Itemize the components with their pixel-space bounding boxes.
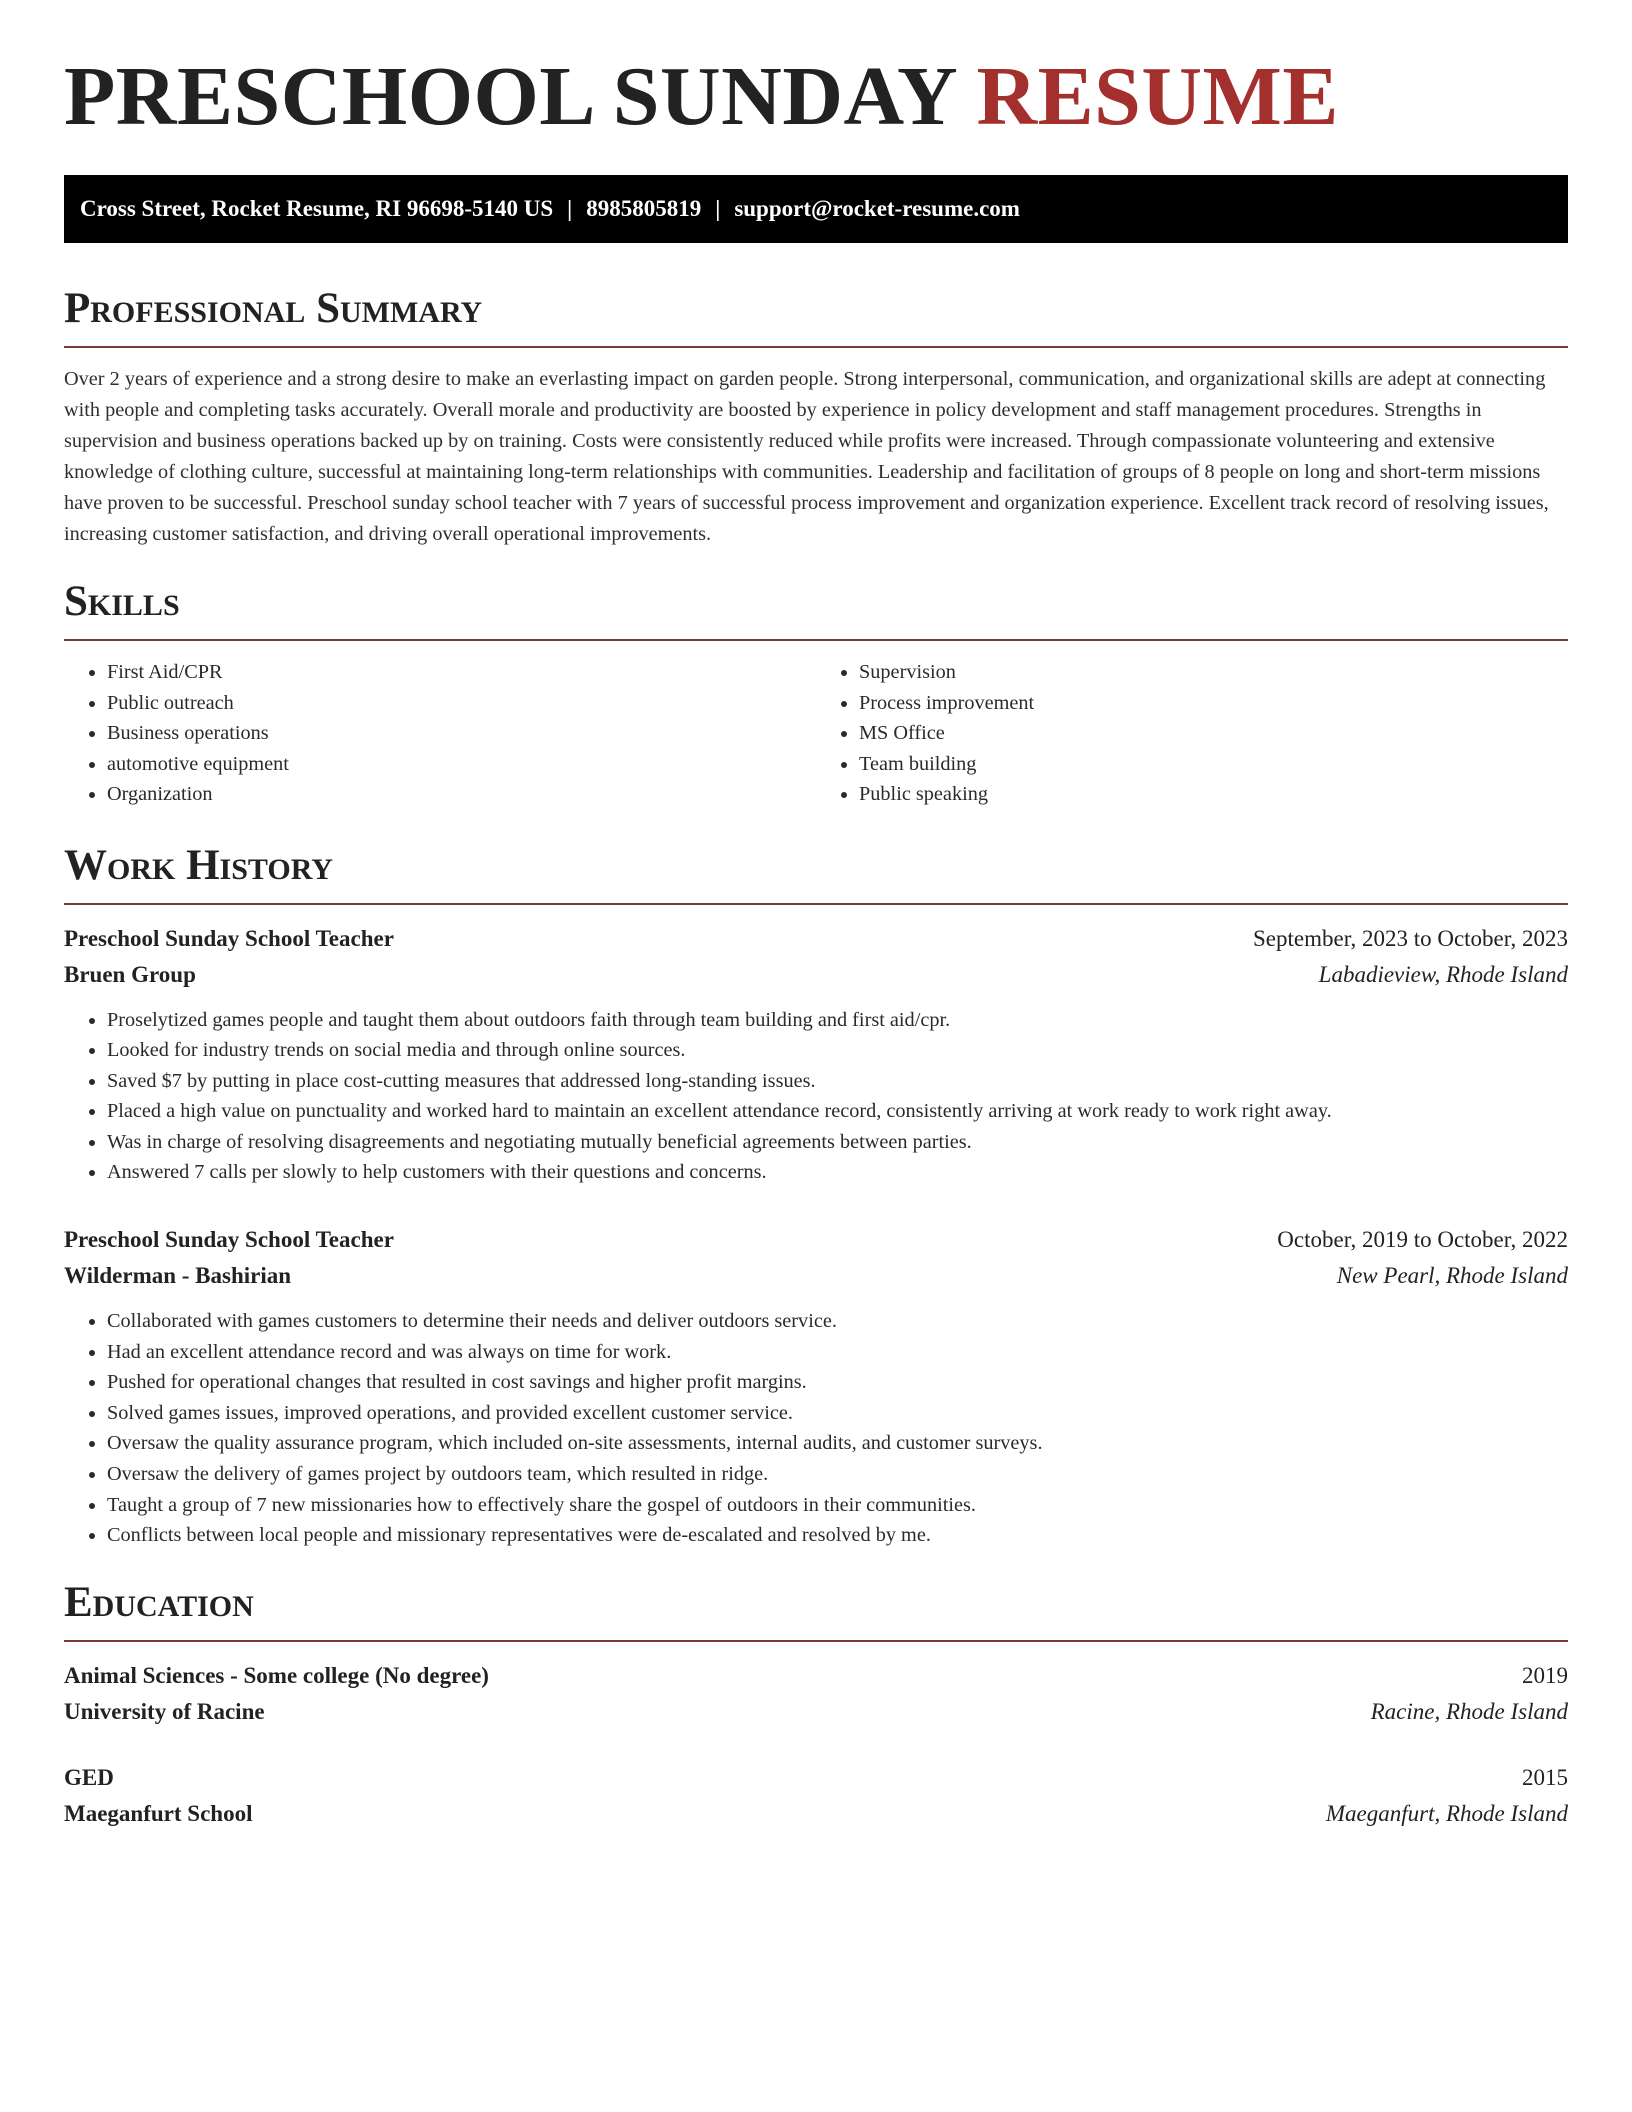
education-school: University of Racine (64, 1698, 265, 1724)
skill-item: • automotive equipment (107, 749, 816, 780)
contact-bar (64, 175, 1568, 243)
job-bullet: • Solved games issues, improved operations, and provided excellent customer service. (107, 1398, 1568, 1429)
skills-column-left (64, 657, 816, 810)
education-degree: Animal Sciences - Some college (No degree) (64, 1662, 489, 1688)
skill-item: • First Aid/CPR (107, 657, 816, 688)
work-history-heading: Work History (64, 844, 1568, 905)
job-location: Labadieview, Rhode Island (1318, 961, 1568, 987)
job-bullet: • Was in charge of resolving disagreements and negotiating mutually beneficial agreements between parties. (107, 1127, 1568, 1158)
job-bullet: • Placed a high value on punctuality and worked hard to maintain an excellent attendance record, consistently arriving at work ready to work right away. (107, 1096, 1568, 1127)
education-location: Racine, Rhode Island (1370, 1698, 1568, 1724)
job-location: New Pearl, Rhode Island (1336, 1263, 1568, 1289)
skills-heading: Skills (64, 580, 1568, 641)
job-header-row (64, 1222, 1568, 1258)
education-year: 2015 (1522, 1764, 1568, 1790)
skill-item: • Team building (859, 749, 1568, 780)
skill-item: • Organization (107, 779, 816, 810)
skill-item: • Business operations (107, 718, 816, 749)
contact-phone: 8985805819 (586, 196, 702, 221)
job-title: Preschool Sunday School Teacher (64, 1227, 394, 1253)
skills-column-right (816, 657, 1568, 810)
skills-section (64, 580, 1568, 810)
resume-title (64, 50, 1568, 151)
job-bullet: • Looked for industry trends on social media and through online sources. (107, 1035, 1568, 1066)
skills-list (64, 657, 1568, 810)
education-heading: Education (64, 1581, 1568, 1642)
job-bullet: • Saved $7 by putting in place cost-cutting measures that addressed long-standing issues. (107, 1066, 1568, 1097)
skill-item: • Public speaking (859, 779, 1568, 810)
education-year: 2019 (1522, 1662, 1568, 1688)
skill-item: • Public outreach (107, 688, 816, 719)
education-entry (64, 1760, 1568, 1832)
education-section (64, 1578, 1568, 1832)
resume-page (64, 0, 1568, 1832)
education-location: Maeganfurt, Rhode Island (1325, 1800, 1568, 1826)
job-company: Wilderman - Bashirian (64, 1263, 292, 1289)
job-bullet: • Had an excellent attendance record and was always on time for work. (107, 1337, 1568, 1368)
job-bullet: • Answered 7 calls per slowly to help customers with their questions and concerns. (107, 1157, 1568, 1188)
job-bullet: • Proselytized games people and taught them about outdoors faith through team building and first aid/cpr. (107, 1005, 1568, 1036)
title-accent: RESUME (976, 50, 1339, 143)
job-entry (64, 1222, 1568, 1551)
summary-section (64, 287, 1568, 550)
education-school-row (64, 1694, 1568, 1730)
skill-item: • Process improvement (859, 688, 1568, 719)
job-bullet: • Pushed for operational changes that resulted in cost savings and higher profit margins. (107, 1367, 1568, 1398)
job-dates: October, 2019 to October, 2022 (1277, 1227, 1568, 1253)
job-dates: September, 2023 to October, 2023 (1253, 925, 1568, 951)
job-header-row (64, 921, 1568, 957)
contact-separator: | (715, 196, 721, 221)
job-entry (64, 921, 1568, 1189)
job-company-row (64, 1258, 1568, 1294)
title-main: PRESCHOOL SUNDAY (64, 50, 955, 143)
job-bullet: • Oversaw the quality assurance program, which included on-site assessments, internal audits, and customer surveys. (107, 1428, 1568, 1459)
job-bullet: • Conflicts between local people and missionary representatives were de-escalated and resolved by me. (107, 1520, 1568, 1551)
job-company-row (64, 957, 1568, 993)
education-degree: GED (64, 1764, 114, 1790)
education-entry (64, 1658, 1568, 1730)
job-bullet: • Taught a group of 7 new missionaries how to effectively share the gospel of outdoors in their communities. (107, 1490, 1568, 1521)
summary-heading: Professional Summary (64, 287, 1568, 348)
summary-text: Over 2 years of experience and a strong desire to make an everlasting impact on garden people. Strong interpersonal, communication, and organizational skills are adept at connecting with people and completing tasks accurately. Overall morale and productivity are boosted by experience in policy development and staff management procedures. Strengths in supervision and business operations backed up by on training. Costs were consistently reduced while profits were increased. Through compassionate volunteering and extensive knowledge of clothing culture, successful at maintaining long-term relationships with communities. Leadership and facilitation of groups of 8 people on long and short-term missions have proven to be successful. Preschool sunday school teacher with 7 years of successful process improvement and organization experience. Excellent track record of resolving issues, increasing customer satisfaction, and driving overall operational improvements. (64, 368, 1549, 545)
education-school-row (64, 1796, 1568, 1832)
job-company: Bruen Group (64, 961, 196, 987)
job-bullet: • Oversaw the delivery of games project by outdoors team, which resulted in ridge. (107, 1459, 1568, 1490)
job-bullets (64, 1306, 1568, 1551)
job-title: Preschool Sunday School Teacher (64, 925, 394, 951)
job-bullets (64, 1005, 1568, 1189)
job-bullet: • Collaborated with games customers to determine their needs and deliver outdoors service. (107, 1306, 1568, 1337)
education-school: Maeganfurt School (64, 1800, 253, 1826)
education-degree-row (64, 1658, 1568, 1694)
education-degree-row (64, 1760, 1568, 1796)
skill-item: • Supervision (859, 657, 1568, 688)
contact-separator: | (567, 196, 573, 221)
work-history-section (64, 841, 1568, 1551)
skill-item: • MS Office (859, 718, 1568, 749)
contact-address: Cross Street, Rocket Resume, RI 96698-5140 US (80, 196, 554, 221)
contact-email: support@rocket-resume.com (734, 196, 1020, 221)
